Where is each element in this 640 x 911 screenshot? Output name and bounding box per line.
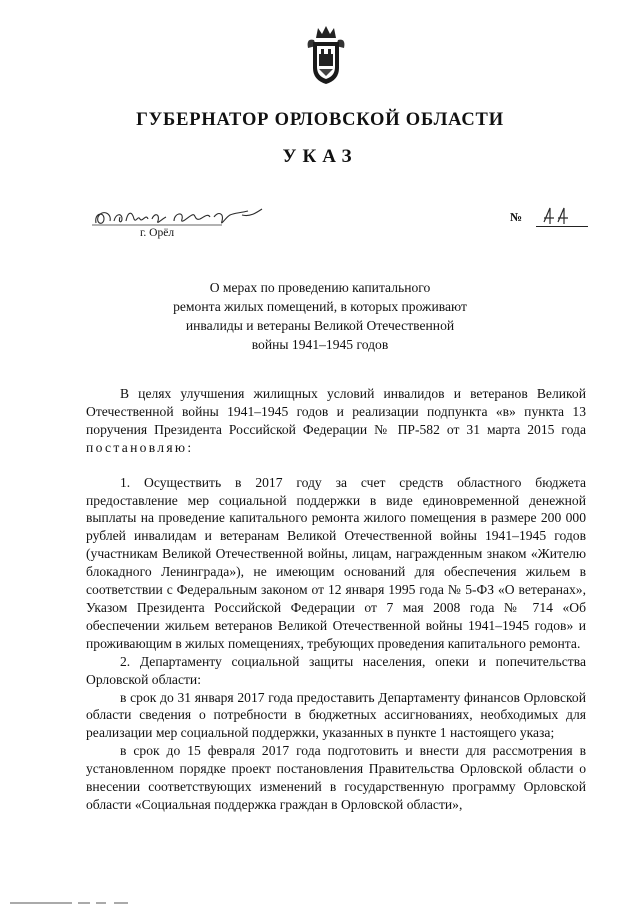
footer-marks — [10, 893, 130, 899]
issuer-title: ГУБЕРНАТОР ОРЛОВСКОЙ ОБЛАСТИ — [136, 110, 504, 130]
document-number — [510, 206, 590, 230]
decree-word: постановляю: — [86, 439, 194, 455]
item-2-subparagraph-2: в срок до 15 февраля 2017 года подготовить и внести для рассмотрения в установленном порядке проект постановления Правительства Орловской области о внесении соответствующих изменений в государственную программу Орловской области «Социальная поддержка граждан в Орловской области», — [86, 743, 586, 812]
subject-line: войны 1941–1945 годов — [251, 337, 389, 352]
preamble-text: В целях улучшения жилищных условий инвалидов и ветеранов Великой Отечественной войны 1941–1945 годов и реализации подпункта «в» пункта 13 поручения Президента Российской Федерации № ПР-582 от 31 марта 2015 года — [86, 386, 586, 437]
decree-subject — [150, 278, 490, 354]
number-label: № — [510, 210, 523, 224]
item-2-paragraph: 2. Департаменту социальной защиты населения, опеки и попечительства Орловской области: — [86, 653, 586, 687]
handwritten-number — [540, 204, 580, 226]
item-1-paragraph: 1. Осуществить в 2017 году за счет средств областного бюджета предоставление мер социальной поддержки в виде единовременной денежной выплаты на проведение капитального ремонта жилого помещения в размере 200 000 рублей инвалидам и ветеранам Великой Отечественной войны 1941–1945 годов (участникам Великой Отечественной войны, лицам, награжденным знаком «Жителю блокадного Ленинграда»), не имеющим оснований для обеспечения жильем в соответствии с Федеральным законом от 12 января 1995 года № 5-ФЗ «О ветеранах», Указом Президента Российской Федерации от 7 мая 2008 года № 714 «Об обеспечении жильем ветеранов Великой Отечественной войны 1941–1945 годов» и проживающим в жилых помещениях, требующих проведения капитального ремонта. — [86, 474, 586, 651]
document-type: УКАЗ — [282, 146, 358, 167]
subject-line: О мерах по проведению капитального — [209, 280, 431, 295]
item-2-subparagraph-1: в срок до 31 января 2017 года предоставить Департаменту финансов Орловской области сведения о потребности в бюджетных ассигнованиях, необходимых для реализации мер социальной поддержки, указанных в пункте 1 настоящего указа; — [86, 689, 586, 741]
preamble-paragraph — [86, 385, 586, 457]
coat-of-arms-icon — [304, 24, 348, 86]
subject-line: инвалиды и ветераны Великой Отечественной — [185, 318, 455, 333]
number-underline — [536, 226, 588, 227]
subject-line: ремонта жилых помещений, в которых проживают — [173, 299, 467, 314]
city-label: г. Орёл — [140, 227, 175, 239]
decree-body — [86, 385, 586, 814]
handwritten-date — [92, 207, 267, 229]
